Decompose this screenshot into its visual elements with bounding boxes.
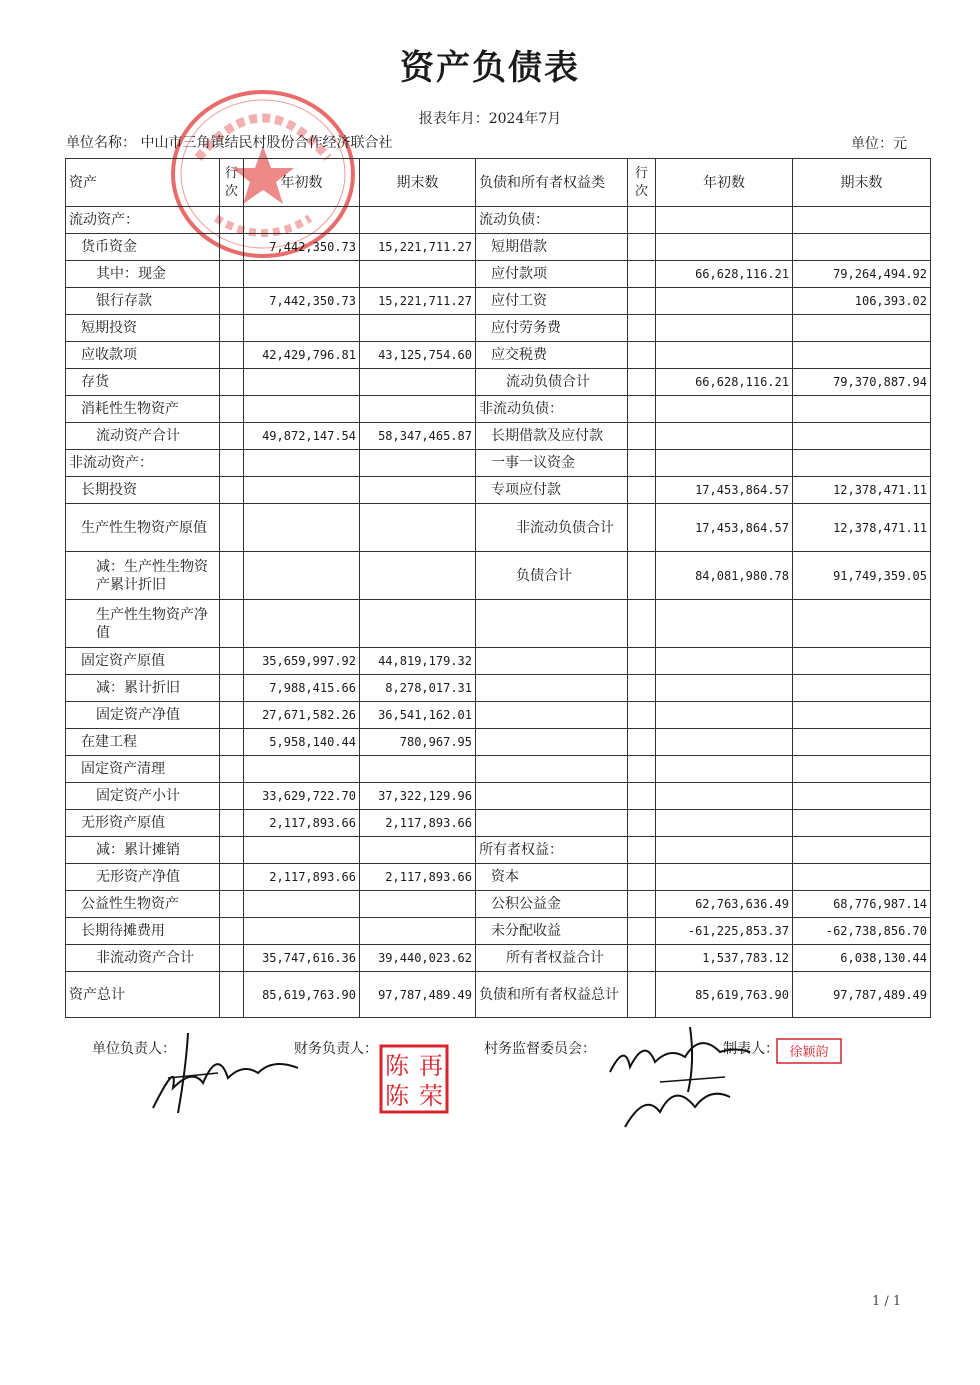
header-liabilities: 负债和所有者权益类 — [476, 159, 628, 207]
liability-item: 非流动负债合计 — [476, 504, 628, 552]
asset-row-no — [220, 864, 244, 891]
asset-item: 公益性生物资产 — [66, 891, 220, 918]
liability-item — [476, 675, 628, 702]
liability-item: 负债和所有者权益总计 — [476, 972, 628, 1018]
asset-end-value: 39,440,023.62 — [360, 945, 476, 972]
table-row — [66, 552, 931, 600]
preparer-stamp — [776, 1038, 842, 1064]
asset-item: 生产性生物资产原值 — [66, 504, 220, 552]
liability-begin-value: 84,081,980.78 — [656, 552, 793, 600]
svg-text:陈: 陈 — [385, 1052, 409, 1080]
liability-begin-value — [656, 648, 793, 675]
asset-begin-value: 7,988,415.66 — [244, 675, 360, 702]
liability-row-no — [628, 288, 656, 315]
asset-end-value: 15,221,711.27 — [360, 288, 476, 315]
liability-begin-value — [656, 315, 793, 342]
asset-item: 消耗性生物资产 — [66, 396, 220, 423]
asset-end-value: 2,117,893.66 — [360, 864, 476, 891]
asset-row-no — [220, 342, 244, 369]
liability-row-no — [628, 261, 656, 288]
liability-row-no — [628, 600, 656, 648]
asset-row-no — [220, 891, 244, 918]
asset-item: 长期待摊费用 — [66, 918, 220, 945]
liability-item — [476, 810, 628, 837]
asset-row-no — [220, 648, 244, 675]
asset-end-value — [360, 891, 476, 918]
liability-item: 一事一议资金 — [476, 450, 628, 477]
liability-end-value — [793, 648, 931, 675]
liability-item: 短期借款 — [476, 234, 628, 261]
liability-row-no — [628, 423, 656, 450]
liability-row-no — [628, 234, 656, 261]
liability-end-value: 79,370,887.94 — [793, 369, 931, 396]
liability-end-value — [793, 837, 931, 864]
supervisory-committee-label: 村务监督委员会： — [484, 1041, 596, 1057]
liability-begin-value — [656, 423, 793, 450]
asset-row-no — [220, 945, 244, 972]
liability-end-value — [793, 600, 931, 648]
asset-begin-value — [244, 477, 360, 504]
asset-end-value — [360, 450, 476, 477]
liability-end-value: -62,738,856.70 — [793, 918, 931, 945]
asset-end-value: 8,278,017.31 — [360, 675, 476, 702]
liability-begin-value — [656, 234, 793, 261]
asset-item: 流动资产： — [66, 207, 220, 234]
table-header-row — [66, 159, 931, 207]
liability-item — [476, 600, 628, 648]
unit-name: 单位名称： 中山市三角镇结民村股份合作经济联合社 — [66, 135, 393, 151]
liability-row-no — [628, 342, 656, 369]
asset-row-no — [220, 261, 244, 288]
liability-row-no — [628, 891, 656, 918]
liability-begin-value: 66,628,116.21 — [656, 369, 793, 396]
report-title: 资产负债表 — [400, 48, 580, 88]
asset-end-value — [360, 261, 476, 288]
asset-begin-value: 27,671,582.26 — [244, 702, 360, 729]
asset-row-no — [220, 837, 244, 864]
asset-item: 在建工程 — [66, 729, 220, 756]
asset-item: 银行存款 — [66, 288, 220, 315]
table-row — [66, 891, 931, 918]
asset-end-value — [360, 477, 476, 504]
table-row — [66, 756, 931, 783]
asset-item: 应收款项 — [66, 342, 220, 369]
asset-begin-value — [244, 315, 360, 342]
liability-end-value — [793, 396, 931, 423]
svg-text:陈: 陈 — [385, 1082, 409, 1110]
liability-item: 应付款项 — [476, 261, 628, 288]
liability-end-value: 91,749,359.05 — [793, 552, 931, 600]
table-row — [66, 288, 931, 315]
liability-end-value — [793, 810, 931, 837]
liability-begin-value — [656, 729, 793, 756]
asset-end-value: 2,117,893.66 — [360, 810, 476, 837]
table-row — [66, 450, 931, 477]
balance-sheet-table — [65, 158, 931, 1018]
asset-item: 其中：现金 — [66, 261, 220, 288]
liability-item: 长期借款及应付款 — [476, 423, 628, 450]
asset-begin-value: 5,958,140.44 — [244, 729, 360, 756]
liability-end-value: 106,393.02 — [793, 288, 931, 315]
liability-row-no — [628, 729, 656, 756]
liability-item: 所有者权益合计 — [476, 945, 628, 972]
liability-end-value — [793, 342, 931, 369]
asset-end-value — [360, 504, 476, 552]
table-row — [66, 315, 931, 342]
asset-row-no — [220, 756, 244, 783]
asset-item: 固定资产清理 — [66, 756, 220, 783]
liability-begin-value: 17,453,864.57 — [656, 504, 793, 552]
liability-begin-value: 62,763,636.49 — [656, 891, 793, 918]
asset-item: 生产性生物资产净值 — [66, 600, 220, 648]
asset-row-no — [220, 234, 244, 261]
asset-begin-value — [244, 600, 360, 648]
asset-row-no — [220, 600, 244, 648]
asset-row-no — [220, 477, 244, 504]
asset-begin-value: 2,117,893.66 — [244, 864, 360, 891]
asset-item: 长期投资 — [66, 477, 220, 504]
table-row — [66, 396, 931, 423]
report-period: 报表年月：2024年7月 — [418, 111, 562, 127]
liability-row-no — [628, 450, 656, 477]
svg-text:徐颖韵: 徐颖韵 — [789, 1045, 829, 1060]
asset-begin-value — [244, 207, 360, 234]
asset-row-no — [220, 504, 244, 552]
asset-item: 资产总计 — [66, 972, 220, 1018]
liability-begin-value — [656, 783, 793, 810]
liability-begin-value — [656, 675, 793, 702]
header-begin: 年初数 — [244, 159, 360, 207]
asset-item: 固定资产净值 — [66, 702, 220, 729]
asset-end-value: 15,221,711.27 — [360, 234, 476, 261]
liability-begin-value: 85,619,763.90 — [656, 972, 793, 1018]
liability-item: 非流动负债： — [476, 396, 628, 423]
asset-begin-value: 7,442,350.73 — [244, 288, 360, 315]
liability-begin-value: -61,225,853.37 — [656, 918, 793, 945]
liability-end-value — [793, 729, 931, 756]
asset-end-value — [360, 396, 476, 423]
liability-item: 应交税费 — [476, 342, 628, 369]
liability-row-no — [628, 756, 656, 783]
asset-end-value: 36,541,162.01 — [360, 702, 476, 729]
asset-item: 短期投资 — [66, 315, 220, 342]
liability-begin-value — [656, 396, 793, 423]
table-row — [66, 477, 931, 504]
header-row-no: 行次 — [220, 159, 244, 207]
liability-item — [476, 783, 628, 810]
table-row — [66, 648, 931, 675]
liability-row-no — [628, 369, 656, 396]
table-row — [66, 837, 931, 864]
liability-begin-value — [656, 810, 793, 837]
table-row — [66, 810, 931, 837]
liability-item: 专项应付款 — [476, 477, 628, 504]
unit-head-label: 单位负责人： — [92, 1041, 176, 1057]
asset-item: 存货 — [66, 369, 220, 396]
liability-row-no — [628, 864, 656, 891]
asset-begin-value: 85,619,763.90 — [244, 972, 360, 1018]
asset-row-no — [220, 810, 244, 837]
asset-end-value: 37,322,129.96 — [360, 783, 476, 810]
header-asset: 资产 — [66, 159, 220, 207]
liability-end-value: 12,378,471.11 — [793, 504, 931, 552]
table-row — [66, 207, 931, 234]
asset-end-value: 97,787,489.49 — [360, 972, 476, 1018]
liability-begin-value — [656, 342, 793, 369]
preparer-label: 制表人： — [723, 1041, 779, 1057]
table-row — [66, 945, 931, 972]
liability-row-no — [628, 945, 656, 972]
liability-row-no — [628, 477, 656, 504]
asset-end-value — [360, 918, 476, 945]
asset-row-no — [220, 783, 244, 810]
liability-begin-value — [656, 450, 793, 477]
liability-item: 资本 — [476, 864, 628, 891]
finance-head-label: 财务负责人： — [294, 1041, 378, 1057]
asset-item: 流动资产合计 — [66, 423, 220, 450]
asset-row-no — [220, 369, 244, 396]
asset-row-no — [220, 918, 244, 945]
liability-end-value — [793, 315, 931, 342]
asset-item: 非流动资产合计 — [66, 945, 220, 972]
asset-end-value — [360, 600, 476, 648]
liability-item: 未分配收益 — [476, 918, 628, 945]
asset-row-no — [220, 675, 244, 702]
asset-begin-value — [244, 450, 360, 477]
liability-end-value: 6,038,130.44 — [793, 945, 931, 972]
liability-row-no — [628, 837, 656, 864]
liability-item — [476, 648, 628, 675]
svg-text:再: 再 — [419, 1052, 443, 1080]
asset-row-no — [220, 702, 244, 729]
asset-begin-value — [244, 504, 360, 552]
asset-end-value — [360, 369, 476, 396]
supervisory-signature — [600, 1022, 760, 1137]
liability-begin-value — [656, 207, 793, 234]
asset-begin-value — [244, 396, 360, 423]
liability-item: 应付工资 — [476, 288, 628, 315]
liability-row-no — [628, 552, 656, 600]
table-row — [66, 342, 931, 369]
table-row — [66, 675, 931, 702]
asset-end-value — [360, 315, 476, 342]
asset-begin-value — [244, 756, 360, 783]
svg-text:荣: 荣 — [419, 1082, 443, 1110]
header-begin-2: 年初数 — [656, 159, 793, 207]
liability-row-no — [628, 972, 656, 1018]
liability-item: 所有者权益： — [476, 837, 628, 864]
liability-begin-value — [656, 756, 793, 783]
asset-begin-value — [244, 552, 360, 600]
currency-unit: 单位：元 — [851, 136, 907, 152]
table-row — [66, 702, 931, 729]
asset-item: 无形资产净值 — [66, 864, 220, 891]
asset-row-no — [220, 396, 244, 423]
table-row — [66, 972, 931, 1018]
asset-row-no — [220, 972, 244, 1018]
asset-item: 减：生产性生物资产累计折旧 — [66, 552, 220, 600]
asset-row-no — [220, 423, 244, 450]
liability-end-value — [793, 207, 931, 234]
table-row — [66, 234, 931, 261]
liability-begin-value: 1,537,783.12 — [656, 945, 793, 972]
asset-begin-value: 35,747,616.36 — [244, 945, 360, 972]
liability-row-no — [628, 810, 656, 837]
liability-item — [476, 756, 628, 783]
asset-row-no — [220, 450, 244, 477]
asset-row-no — [220, 552, 244, 600]
liability-end-value — [793, 783, 931, 810]
liability-item — [476, 702, 628, 729]
liability-row-no — [628, 783, 656, 810]
liability-row-no — [628, 918, 656, 945]
asset-row-no — [220, 315, 244, 342]
liability-item: 负债合计 — [476, 552, 628, 600]
asset-begin-value: 42,429,796.81 — [244, 342, 360, 369]
header-end-2: 期末数 — [793, 159, 931, 207]
liability-begin-value: 66,628,116.21 — [656, 261, 793, 288]
asset-end-value — [360, 837, 476, 864]
liability-begin-value — [656, 837, 793, 864]
asset-end-value — [360, 207, 476, 234]
unit-head-signature — [148, 1028, 308, 1118]
liability-end-value — [793, 423, 931, 450]
liability-item: 公积公益金 — [476, 891, 628, 918]
asset-begin-value — [244, 369, 360, 396]
liability-end-value: 12,378,471.11 — [793, 477, 931, 504]
asset-row-no — [220, 729, 244, 756]
table-row — [66, 504, 931, 552]
asset-begin-value: 7,442,350.73 — [244, 234, 360, 261]
liability-end-value: 97,787,489.49 — [793, 972, 931, 1018]
liability-row-no — [628, 648, 656, 675]
liability-item: 应付劳务费 — [476, 315, 628, 342]
asset-item: 减：累计摊销 — [66, 837, 220, 864]
liability-begin-value — [656, 288, 793, 315]
table-row — [66, 261, 931, 288]
asset-begin-value — [244, 837, 360, 864]
liability-end-value: 68,776,987.14 — [793, 891, 931, 918]
asset-begin-value: 33,629,722.70 — [244, 783, 360, 810]
asset-begin-value: 49,872,147.54 — [244, 423, 360, 450]
asset-begin-value: 2,117,893.66 — [244, 810, 360, 837]
liability-row-no — [628, 702, 656, 729]
liability-row-no — [628, 504, 656, 552]
asset-row-no — [220, 288, 244, 315]
liability-begin-value: 17,453,864.57 — [656, 477, 793, 504]
liability-end-value: 79,264,494.92 — [793, 261, 931, 288]
liability-row-no — [628, 207, 656, 234]
liability-end-value — [793, 702, 931, 729]
table-row — [66, 729, 931, 756]
liability-end-value — [793, 756, 931, 783]
asset-begin-value — [244, 891, 360, 918]
asset-begin-value — [244, 918, 360, 945]
asset-item: 固定资产小计 — [66, 783, 220, 810]
page-number: 1 / 1 — [872, 1294, 902, 1309]
asset-item: 减：累计折旧 — [66, 675, 220, 702]
liability-end-value — [793, 234, 931, 261]
asset-end-value: 58,347,465.87 — [360, 423, 476, 450]
liability-begin-value — [656, 600, 793, 648]
header-end: 期末数 — [360, 159, 476, 207]
liability-row-no — [628, 396, 656, 423]
header-row-no-2: 行次 — [628, 159, 656, 207]
asset-end-value: 44,819,179.32 — [360, 648, 476, 675]
asset-end-value: 780,967.95 — [360, 729, 476, 756]
liability-row-no — [628, 675, 656, 702]
liability-item: 流动负债： — [476, 207, 628, 234]
asset-end-value — [360, 552, 476, 600]
liability-item — [476, 729, 628, 756]
asset-item: 非流动资产： — [66, 450, 220, 477]
liability-row-no — [628, 315, 656, 342]
liability-end-value — [793, 864, 931, 891]
name-stamp — [379, 1044, 449, 1114]
table-row — [66, 864, 931, 891]
asset-item: 无形资产原值 — [66, 810, 220, 837]
liability-end-value — [793, 675, 931, 702]
table-row — [66, 600, 931, 648]
liability-end-value — [793, 450, 931, 477]
liability-begin-value — [656, 864, 793, 891]
asset-begin-value — [244, 261, 360, 288]
asset-item: 货币资金 — [66, 234, 220, 261]
asset-begin-value: 35,659,997.92 — [244, 648, 360, 675]
table-row — [66, 423, 931, 450]
asset-row-no — [220, 207, 244, 234]
table-row — [66, 918, 931, 945]
asset-end-value: 43,125,754.60 — [360, 342, 476, 369]
asset-end-value — [360, 756, 476, 783]
liability-item: 流动负债合计 — [476, 369, 628, 396]
asset-item: 固定资产原值 — [66, 648, 220, 675]
table-row — [66, 783, 931, 810]
liability-begin-value — [656, 702, 793, 729]
table-row — [66, 369, 931, 396]
